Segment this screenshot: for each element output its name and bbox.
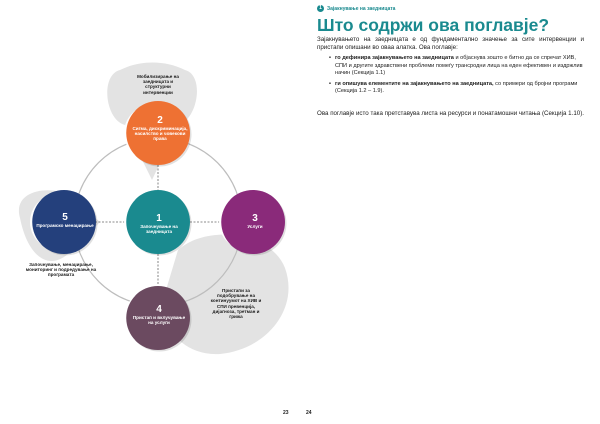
node-4-number: 4 <box>156 304 162 315</box>
page-heading: Што содржи ова поглавје? <box>317 15 550 35</box>
node-1-text: Започнување на заедницата <box>140 224 178 235</box>
node-4-text: Пристап и вклучување на услуги <box>132 315 186 326</box>
node-1-label <box>130 213 188 234</box>
bullet-text: и објаснува зошто е битно да се спречат ХИВ, СПИ и другите здравствени проблеми помеѓу трансродни лица на еден ефективен и издржлив начин (Секција 1.1) <box>335 55 583 77</box>
node-5-label <box>36 212 94 228</box>
bullet-item <box>329 55 585 78</box>
node-3-text: Услуги <box>247 224 263 229</box>
node-2-label <box>131 115 189 142</box>
node-3-number: 3 <box>252 213 258 224</box>
callout-top-text: Мобилизирање на заедницата и структурни интервенции <box>137 74 179 95</box>
intro-paragraph: Зајакнувањето на заедницата е од фундаментално значење за сите интервенции и пристапи опишани во оваа алатка. Ова поглавје: <box>317 36 584 51</box>
node-3-label <box>226 213 284 229</box>
bullet-dot-icon: • <box>329 80 331 87</box>
bullet-item <box>329 80 585 96</box>
bullet-bold: ги опишува елементите на зајакнувањето на заедницата, <box>335 80 494 87</box>
page-number-right: 24 <box>306 410 312 416</box>
node-4-label <box>130 304 188 325</box>
node-2-number: 2 <box>157 115 163 126</box>
bullet-text: со примери од бројни програми (Секција 1.2 – 1.9). <box>335 80 578 95</box>
bullet-dot-icon: • <box>329 55 331 61</box>
bullet-bold: го дефинира зајакнувањето на заедницата <box>335 55 454 61</box>
outro-paragraph: Ова поглавје исто така претставува листа на ресурси и понатамошни читања (Секција 1.10). <box>317 110 584 117</box>
chapter-tag <box>317 5 395 12</box>
chapter-bullets <box>329 55 585 99</box>
chapter-number-badge: 1 <box>317 5 324 12</box>
node-5-number: 5 <box>62 212 68 223</box>
node-5-text: Програмско менаџирање <box>36 223 94 228</box>
callout-right-text: Пристапи за подобрување на континуумот на ХИВ и СПИ превенција, дијагноза, третман и грижа <box>210 288 262 320</box>
page-number-left: 23 <box>283 410 289 416</box>
node-2-text: Сигма, дискриминација, насилство и човекови права <box>132 126 188 142</box>
callout-left-text: Започнување, менаџирање, мониторинг и подредување на програмата <box>25 262 97 278</box>
chapter-title: Зајакнување на заедницата <box>327 5 396 12</box>
node-1-number: 1 <box>156 213 162 224</box>
